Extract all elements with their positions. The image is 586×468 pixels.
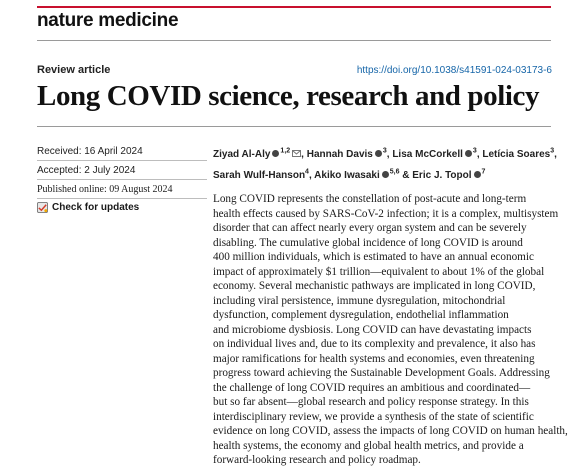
abstract xyxy=(213,192,568,468)
title-divider xyxy=(37,126,551,127)
author-name: Akiko Iwasaki xyxy=(314,169,380,181)
author-name: Letícia Soares xyxy=(482,149,551,161)
abstract-line: the challenge of long COVID requires an ambitious and coordinated— xyxy=(213,381,531,394)
abstract-line: disorder that can affect nearly every organ system and can be severely xyxy=(213,222,527,234)
author-separator: , xyxy=(301,149,304,161)
journal-accent-bar xyxy=(37,6,551,8)
author-list xyxy=(213,143,563,184)
abstract-line: evidence on long COVID, assess the impacts of long COVID on human health, xyxy=(213,425,568,437)
abstract-line: 400 million individuals, which is estimated to have an annual economic xyxy=(213,251,534,263)
abstract-line: on individual lives and, due to its complexity and prevalence, it also has xyxy=(213,338,536,350)
author[interactable] xyxy=(213,149,304,160)
article-title: Long COVID science, research and policy xyxy=(37,80,540,112)
author-name: Eric J. Topol xyxy=(412,169,472,181)
article-type: Review article xyxy=(37,64,111,76)
author-affiliation: 5,6 xyxy=(389,168,400,176)
author-separator: & xyxy=(399,169,410,181)
email-icon[interactable] xyxy=(292,150,301,157)
abstract-line: including viral persistence, immune dysregulation, mitochondrial xyxy=(213,294,506,307)
author[interactable] xyxy=(412,170,485,181)
author-name: Sarah Wulf-Hanson xyxy=(213,169,306,181)
abstract-line: Long COVID represents the constellation of post-acute and long-term xyxy=(213,193,527,205)
abstract-line: forward-looking research and policy roadmap. xyxy=(213,454,421,466)
orcid-icon[interactable] xyxy=(474,171,481,178)
author[interactable] xyxy=(392,149,479,160)
abstract-line: and microbiome dysbiosis. Long COVID can have devastating impacts xyxy=(213,323,532,336)
doi-link[interactable]: https://doi.org/10.1038/s41591-024-03173-6 xyxy=(356,65,552,76)
abstract-line: health systems, the economy and global health metrics, and provide a xyxy=(213,439,524,452)
author-separator: , xyxy=(386,149,390,161)
author-affiliation: 3 xyxy=(472,148,477,155)
abstract-line: dysfunction, complement dysregulation, endothelial inflammation xyxy=(213,309,509,321)
accepted-date: Accepted: 2 July 2024 xyxy=(37,165,136,176)
abstract-line: impact of approximately $1 trillion—equivalent to about 1% of the global xyxy=(213,265,545,278)
author[interactable] xyxy=(307,149,390,160)
author-name: Ziyad Al-Aly xyxy=(213,149,271,161)
abstract-line: health effects caused by SARS-CoV-2 infection; it is a complex, multisystem xyxy=(213,207,559,220)
check-for-updates-icon xyxy=(37,202,48,213)
abstract-line: interdisciplinary review, we provide a synthesis of the state of scientific xyxy=(213,410,534,423)
author[interactable] xyxy=(213,170,312,181)
abstract-line: economy. Several mechanistic pathways are implicated in long COVID, xyxy=(213,280,536,292)
orcid-icon[interactable] xyxy=(382,171,389,178)
orcid-icon[interactable] xyxy=(465,150,472,157)
abstract-line: progress toward achieving the Sustainable Development Goals. Addressing xyxy=(213,367,550,379)
check-for-updates-button[interactable] xyxy=(37,202,139,213)
received-date: Received: 16 April 2024 xyxy=(37,146,143,157)
header-divider xyxy=(37,40,551,41)
abstract-line: disabling. The cumulative global incidence of long COVID is around xyxy=(213,236,523,249)
author-affiliation: 3 xyxy=(382,148,387,155)
author-affiliation: 3 xyxy=(550,148,555,155)
journal-name: nature medicine xyxy=(37,10,179,31)
published-date: Published online: 09 August 2024 xyxy=(37,184,173,195)
meta-divider xyxy=(37,198,207,199)
author-separator: , xyxy=(476,149,480,161)
author-name: Hannah Davis xyxy=(306,149,373,161)
abstract-line: but so far absent—global research and policy response strategy. In this xyxy=(213,396,529,408)
author-affiliation: 7 xyxy=(481,168,486,176)
author-separator: , xyxy=(554,149,557,161)
orcid-icon[interactable] xyxy=(272,150,279,157)
author-affiliation: 4 xyxy=(305,168,309,176)
author[interactable] xyxy=(314,170,409,181)
author-separator: , xyxy=(308,169,312,181)
abstract-line: major ramifications for health systems and economies, even threatening xyxy=(213,352,535,365)
author-name: Lisa McCorkell xyxy=(392,149,463,161)
meta-divider xyxy=(37,179,207,180)
author-affiliation: 1,2 xyxy=(280,148,291,155)
orcid-icon[interactable] xyxy=(375,150,382,157)
check-for-updates-label: Check for updates xyxy=(52,202,140,213)
meta-divider xyxy=(37,160,207,161)
author[interactable] xyxy=(482,149,557,160)
